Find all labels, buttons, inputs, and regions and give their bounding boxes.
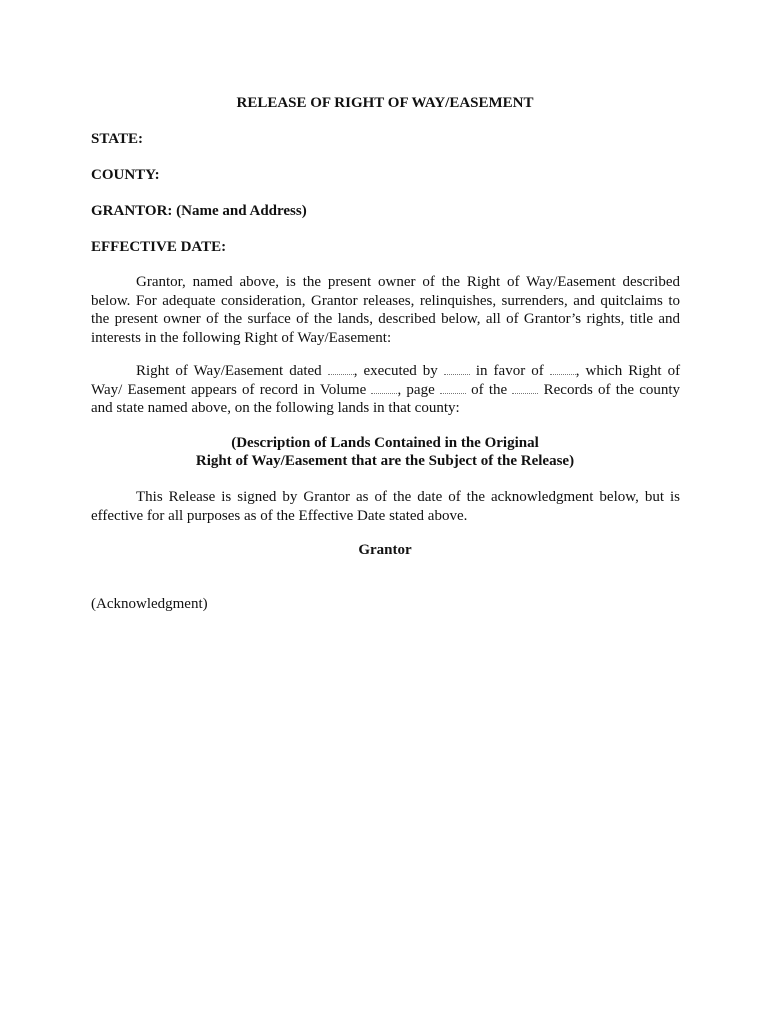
grantor-signature-label: Grantor [358, 542, 412, 558]
in-favor-of-blank[interactable] [550, 362, 576, 375]
executed-by-blank[interactable] [444, 362, 470, 375]
easement-text-1: Right of Way/Easement dated [136, 363, 322, 379]
document-title: RELEASE OF RIGHT OF WAY/EASEMENT [236, 95, 534, 111]
easement-text-4: , which Right of Way/ Easement appears of record in Volume [91, 363, 681, 398]
signing-text: This Release is signed by Grantor as of the date of the acknowledgment below, but is effective for all purposes as of the Effective Date stated above. [91, 489, 680, 524]
signing-paragraph [91, 488, 680, 525]
easement-text-5: , page [397, 381, 435, 398]
acknowledgment-label: (Acknowledgment) [91, 596, 208, 612]
ownership-paragraph [91, 273, 680, 347]
dated-blank[interactable] [328, 362, 354, 375]
state-label: STATE: [91, 131, 143, 147]
description-heading-line-2: Right of Way/Easement that are the Subject of the Release) [195, 453, 575, 469]
ownership-text: Grantor, named above, is the present owner of the Right of Way/Easement described below. For adequate consideration, Grantor releases, relinquishes, surrenders, and quitclaims to the present owner of the surface of the lands, described below, all of Grantor’s rights, title and interests in the following Right of Way/Easement: [91, 274, 680, 346]
easement-text-6: of the [471, 381, 508, 398]
easement-text-7: Records of the county and state named above, on the following lands in that county: [91, 381, 681, 416]
county-label: COUNTY: [91, 167, 160, 183]
volume-blank[interactable] [371, 381, 397, 394]
effective-date-label: EFFECTIVE DATE: [91, 239, 227, 255]
records-blank[interactable] [512, 381, 538, 394]
easement-text-3: in favor of [475, 363, 544, 379]
easement-text-2: , executed by [353, 363, 438, 379]
page-blank[interactable] [440, 381, 466, 394]
easement-details-paragraph [91, 362, 680, 418]
grantor-label: GRANTOR: (Name and Address) [91, 203, 307, 219]
description-heading-line-1: (Description of Lands Contained in the Original [231, 435, 539, 451]
